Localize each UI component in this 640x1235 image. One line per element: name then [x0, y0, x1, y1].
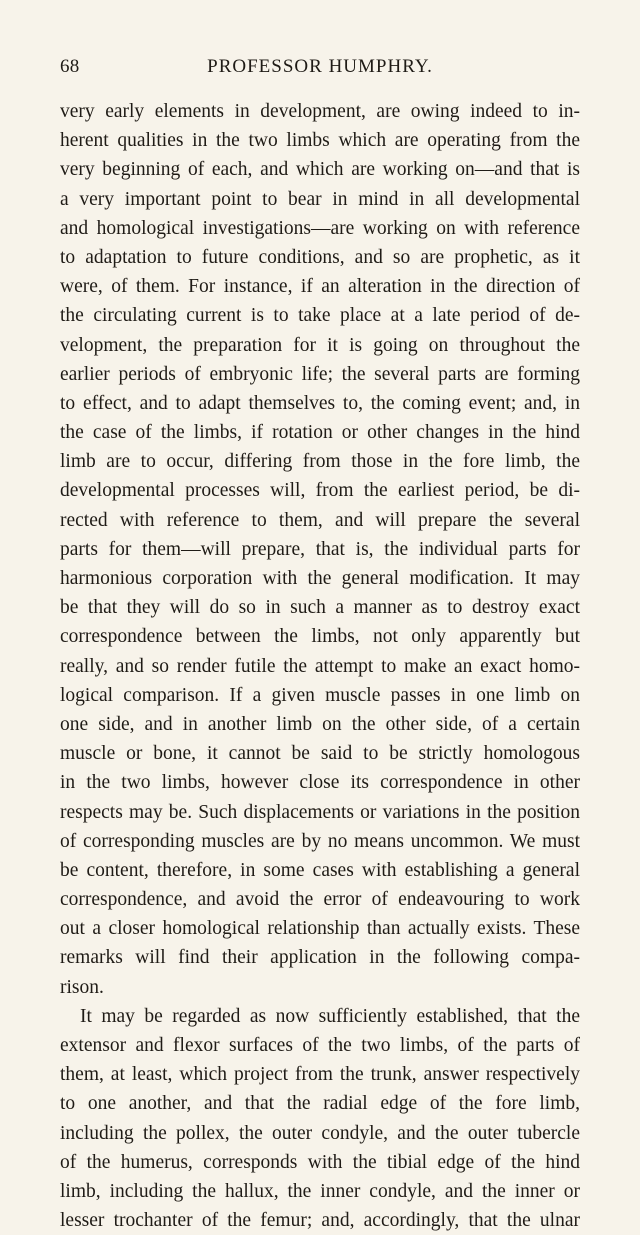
text-line: be that they will do so in such a manner as to destroy exact [60, 597, 580, 619]
text-line: were, of them. For instance, if an alteration in the direction of [60, 276, 580, 298]
text-line: developmental processes will, from the earliest period, be di- [60, 480, 580, 502]
running-head [60, 56, 580, 80]
text-line: be content, therefore, in some cases with establishing a general [60, 859, 580, 881]
text-line: rison. [60, 976, 104, 998]
text-line: muscle or bone, it cannot be said to be strictly homologous [60, 743, 580, 765]
text-line: herent qualities in the two limbs which are operating from the [60, 130, 580, 152]
text-line: earlier periods of embryonic life; the several parts are forming [60, 363, 580, 385]
text-line: one side, and in another limb on the other side, of a certain [60, 713, 580, 735]
text-line: really, and so render futile the attempt to make an exact homo- [60, 655, 580, 677]
text-line: the case of the limbs, if rotation or other changes in the hind [60, 422, 580, 444]
text-line: in the two limbs, however close its correspondence in other [60, 772, 580, 794]
text-line: velopment, the preparation for it is going on throughout the [60, 334, 580, 356]
text-line: remarks will find their application in the following compa- [60, 947, 580, 969]
text-line: respects may be. Such displacements or variations in the position [60, 801, 580, 823]
running-title: PROFESSOR HUMPHRY. [207, 56, 433, 77]
text-line: the circulating current is to take place at a late period of de- [60, 305, 580, 327]
body-text [60, 97, 580, 1235]
text-line: harmonious corporation with the general modification. It may [60, 568, 580, 589]
text-line: correspondence, and avoid the error of endeavouring to work [60, 889, 580, 911]
text-line: limb, including the hallux, the inner condyle, and the inner or [60, 1180, 580, 1202]
text-line: and homological investigations—are working on with reference [60, 217, 580, 239]
text-line: of the humerus, corresponds with the tibial edge of the hind [60, 1151, 580, 1173]
text-line: out a closer homological relationship than actually exists. These [60, 918, 580, 940]
text-line: including the pollex, the outer condyle, and the outer tubercle [60, 1122, 580, 1144]
text-line: extensor and flexor surfaces of the two limbs, of the parts of [60, 1035, 580, 1056]
text-line: rected with reference to them, and will prepare the several [60, 509, 580, 531]
text-line: limb are to occur, differing from those in the fore limb, the [60, 451, 580, 473]
text-line: correspondence between the limbs, not only apparently but [60, 626, 580, 648]
text-line: to adaptation to future conditions, and so are prophetic, as it [60, 246, 580, 268]
text-line: of corresponding muscles are by no means uncommon. We must [60, 830, 580, 852]
text-line: to effect, and to adapt themselves to, the coming event; and, in [60, 392, 580, 414]
text-line: very early elements in development, are owing indeed to in- [60, 101, 580, 122]
page-number: 68 [60, 56, 80, 77]
text-line: to one another, and that the radial edge of the fore limb, [60, 1093, 580, 1115]
text-line: It may be regarded as now sufficiently established, that the [80, 1005, 580, 1027]
text-line: a very important point to bear in mind in all developmental [60, 188, 580, 210]
text-line: logical comparison. If a given muscle passes in one limb on [60, 684, 580, 706]
text-line: very beginning of each, and which are working on—and that is [60, 159, 580, 181]
text-line: them, at least, which project from the trunk, answer respectively [60, 1064, 580, 1086]
text-line: lesser trochanter of the femur; and, accordingly, that the ulnar [60, 1210, 580, 1232]
text-line: parts for them—will prepare, that is, the individual parts for [60, 538, 580, 560]
